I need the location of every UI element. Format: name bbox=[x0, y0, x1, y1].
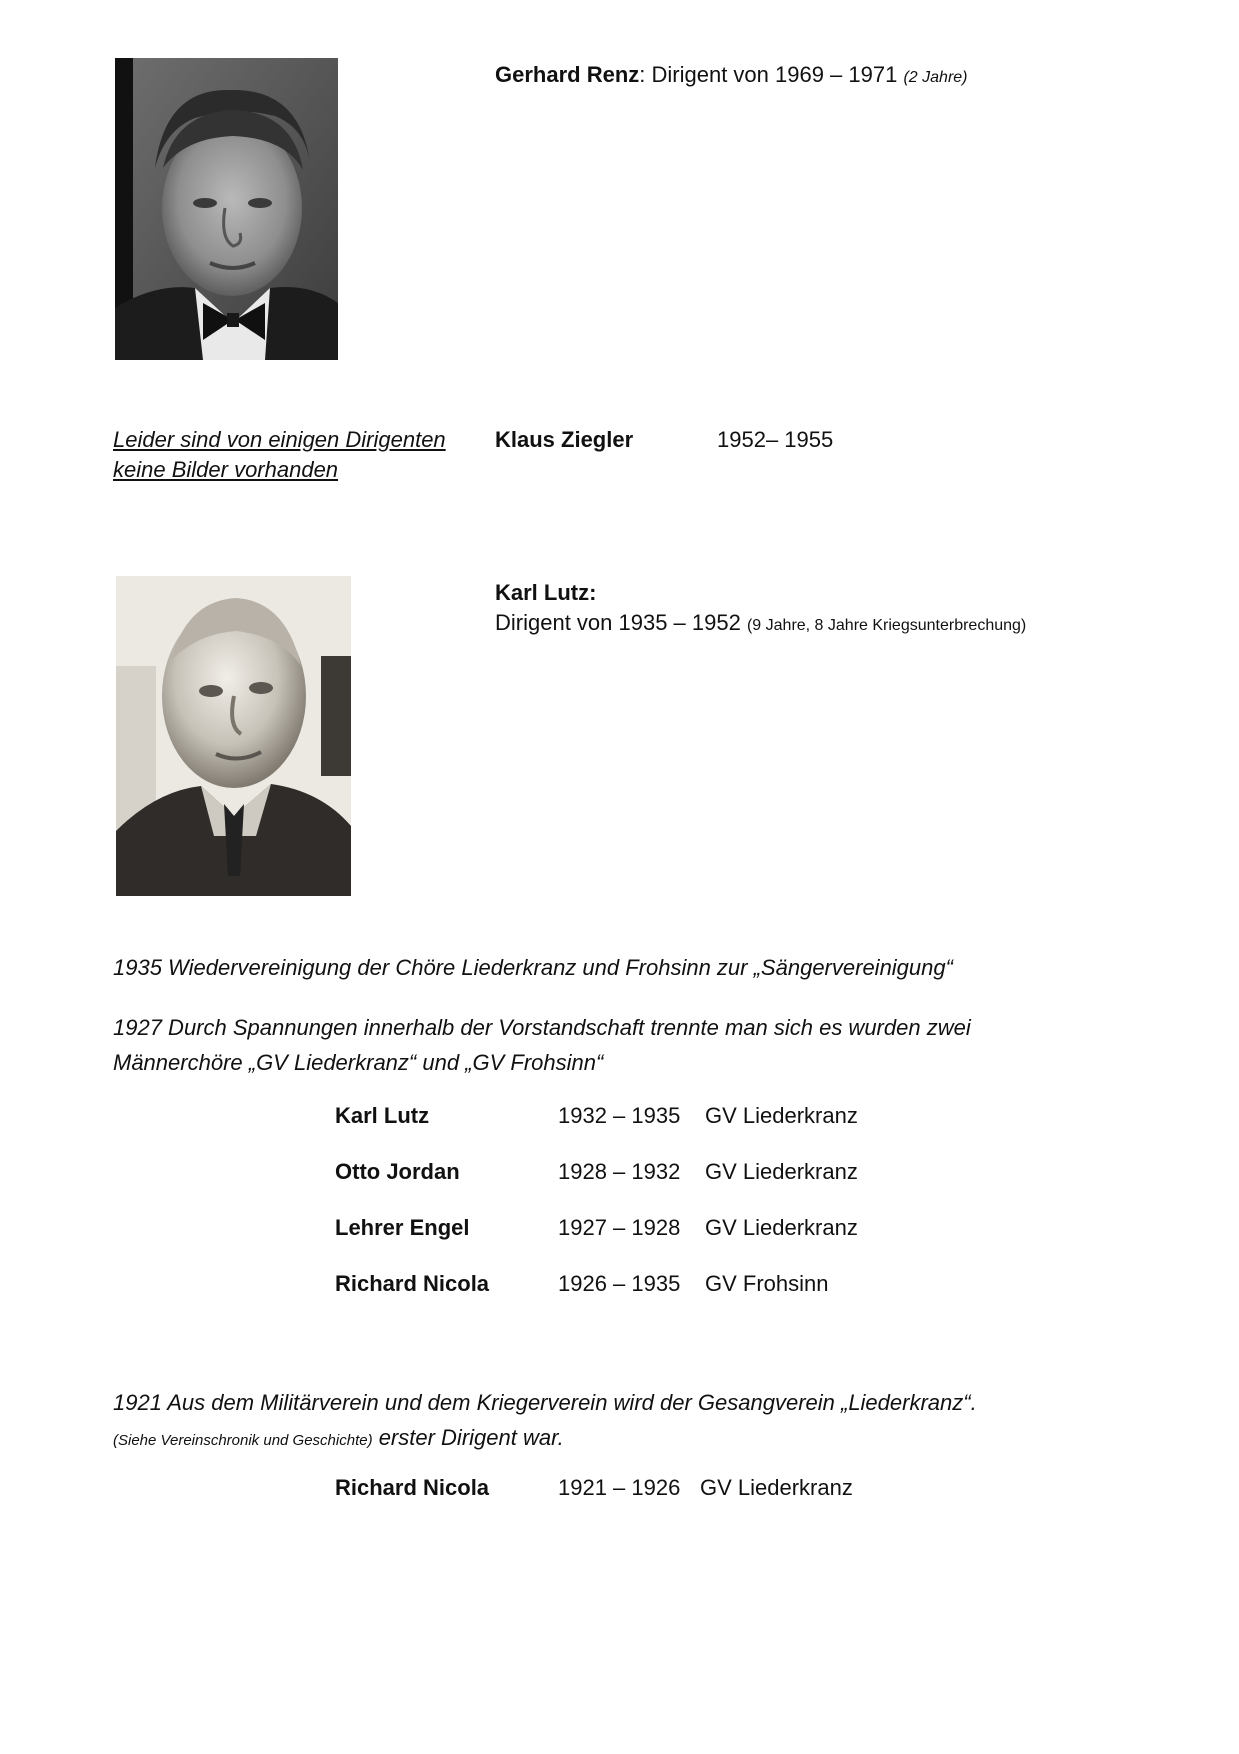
t2-row0-years: 1921 – 1926 bbox=[558, 1475, 681, 1500]
photo-karl-lutz bbox=[116, 576, 351, 896]
t1-row3-years: 1926 – 1935 bbox=[558, 1271, 681, 1296]
t1-row2-name: Lehrer Engel bbox=[335, 1215, 470, 1240]
t1-row1-name: Otto Jordan bbox=[335, 1159, 460, 1184]
history-1921-line1: 1921 Aus dem Militärverein und dem Kriegerverein wird der Gesangverein „Liederkranz“. bbox=[113, 1390, 977, 1415]
history-1921-small: (Siehe Vereinschronik und Geschichte) bbox=[113, 1432, 373, 1449]
renz-sep: : bbox=[639, 62, 652, 87]
history-1927 bbox=[113, 1010, 971, 1080]
ziegler-years: 1952– 1955 bbox=[717, 427, 834, 452]
ziegler-name: Klaus Ziegler bbox=[495, 427, 634, 452]
lutz-note: (9 Jahre, 8 Jahre Kriegsunterbrechung) bbox=[746, 617, 1027, 634]
history-1921-rest: erster Dirigent war. bbox=[372, 1425, 564, 1450]
t1-row0-years: 1932 – 1935 bbox=[558, 1103, 681, 1128]
t1-row1-years: 1928 – 1932 bbox=[558, 1159, 681, 1184]
t1-row3-name: Richard Nicola bbox=[335, 1271, 490, 1296]
t1-row0-name: Karl Lutz bbox=[335, 1103, 430, 1128]
history-1927-line2: Männerchöre „GV Liederkranz“ und „GV Frohsinn“ bbox=[113, 1050, 604, 1075]
t1-row2-years: 1927 – 1928 bbox=[558, 1215, 681, 1240]
history-1927-line1: 1927 Durch Spannungen innerhalb der Vorstandschaft trennte man sich es wurden zwei bbox=[113, 1015, 971, 1040]
lutz-text: Dirigent von 1935 – 1952 bbox=[495, 610, 747, 635]
renz-text: Dirigent von 1969 – 1971 bbox=[651, 62, 904, 87]
lutz-block bbox=[495, 578, 1026, 641]
t1-row3-club: GV Frohsinn bbox=[705, 1271, 829, 1296]
renz-note: (2 Jahre) bbox=[903, 69, 968, 86]
history-1935: 1935 Wiedervereinigung der Chöre Liederkranz und Frohsinn zur „Sängervereinigung“ bbox=[113, 955, 953, 980]
history-1921 bbox=[113, 1385, 977, 1458]
missing-images-note bbox=[113, 425, 446, 485]
t1-row0-club: GV Liederkranz bbox=[705, 1103, 858, 1128]
renz-name: Gerhard Renz bbox=[495, 62, 640, 87]
t2-row0-club: GV Liederkranz bbox=[700, 1475, 853, 1500]
missing-images-line1: Leider sind von einigen Dirigenten bbox=[113, 427, 446, 452]
t2-row0-name: Richard Nicola bbox=[335, 1475, 490, 1500]
renz-line bbox=[495, 60, 968, 93]
t1-row1-club: GV Liederkranz bbox=[705, 1159, 858, 1184]
t1-row2-club: GV Liederkranz bbox=[705, 1215, 858, 1240]
missing-images-line2: keine Bilder vorhanden bbox=[113, 457, 339, 482]
photo-gerhard-renz bbox=[115, 58, 338, 360]
lutz-name: Karl Lutz: bbox=[495, 580, 597, 605]
